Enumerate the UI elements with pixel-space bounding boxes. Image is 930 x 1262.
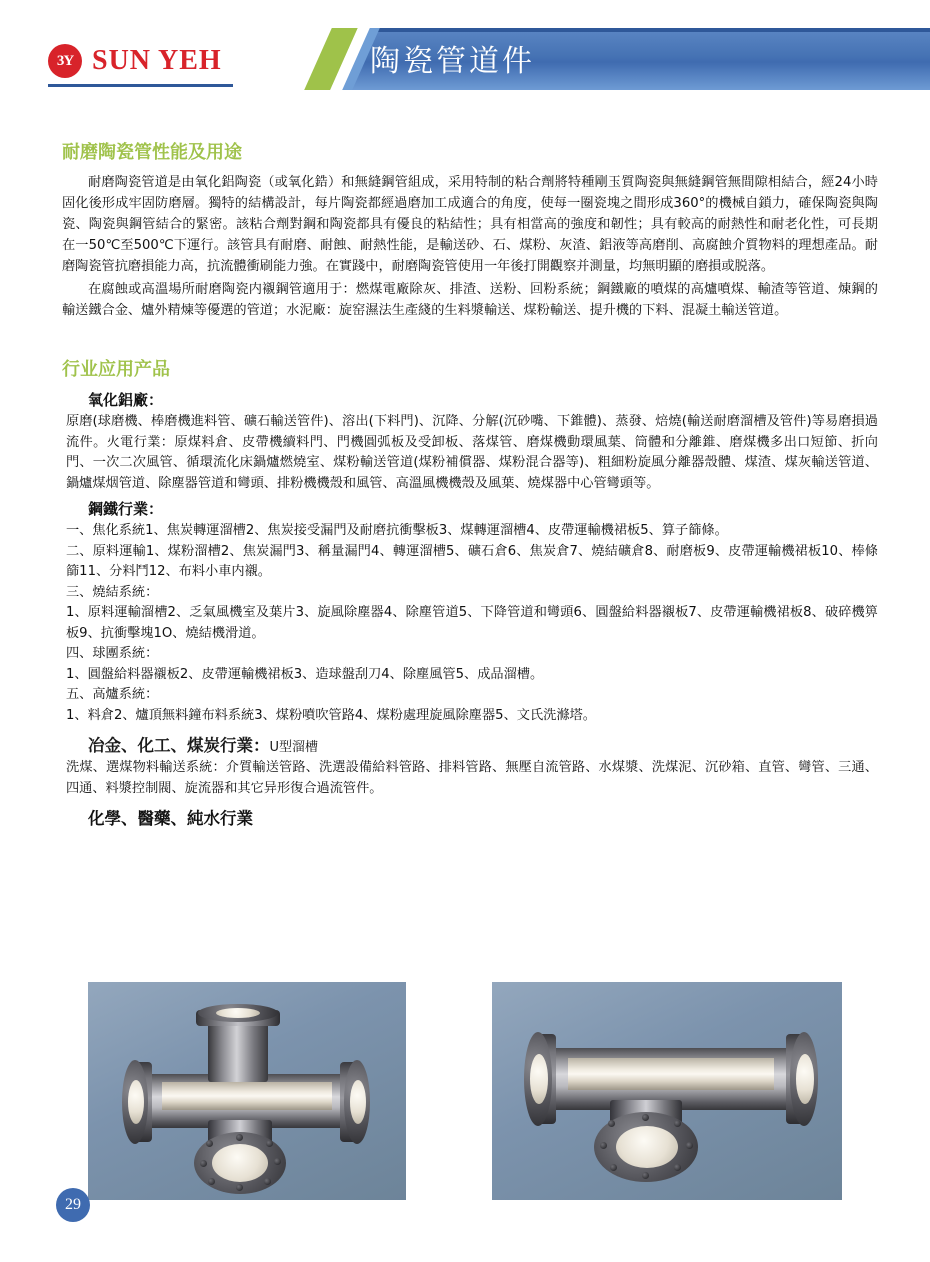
company-logo [48,44,222,78]
group-body-steel-2: 二、原料運輸1、煤粉溜槽2、焦炭漏門3、稱量漏門4、轉運溜槽5、礦石倉6、焦炭倉7、燒結礦倉8、耐磨板9、皮帶運輸機裙板10、棒條篩11、分料鬥12、布料小車内襯。 [66,543,878,579]
group-body-steel-6: 1、圓盤給料器襯板2、皮帶運輸機裙板3、造球盤刮刀4、除塵風管5、成品溜槽。 [66,666,544,682]
tee-left-flange-bore [530,1054,548,1104]
bolt-icon [600,1142,607,1149]
bolt-icon [610,1164,617,1171]
cross-top-flange-bore [216,1008,260,1018]
paragraph-performance-1: 耐磨陶瓷管道是由氧化鋁陶瓷（或氧化鋯）和無縫鋼管組成，采用特制的粘合劑將特種剛玉質陶瓷與無縫鋼管無間隙相結合，經24小時固化後形成牢固防磨層。獨特的結構設計，每片陶瓷都經過磨加工成適合的角度，使每一圈瓷塊之間形成360°的機械自鎖力，確保陶瓷與陶瓷、陶瓷與鋼管結合的緊密。該粘合劑對鋼和陶瓷都具有優良的粘結性；具有相當高的強度和韌性；具有較高的耐熱性和耐老化性，可長期在一50℃至500℃下運行。該管具有耐磨、耐蝕、耐熱性能，是輸送砂、石、煤粉、灰渣、鋁液等高磨削、高腐蝕介質物料的理想產品。耐磨陶瓷管抗磨損能力高，抗流體衝刷能力強。在實踐中，耐磨陶瓷管使用一年後打開觀察并測量，均無明顯的磨損或脱落。 [62,175,878,274]
group-body-steel-3: 三、燒結系統： [66,584,159,600]
group-body-steel-4: 1、原料運輸溜槽2、乏氣風機室及葉片3、旋風除塵器4、除塵管道5、下降管道和彎頭6、圓盤給料器襯板7、皮帶運輸機裙板8、破碎機箅板9、抗衝擊塊1O、燒結機滑道。 [66,605,878,641]
group-title-chemistry: 化學、醫藥、純水行業 [88,809,253,828]
bolt-icon [206,1140,213,1147]
figure-row [0,982,930,1212]
page-number-badge: 29 [56,1188,90,1222]
group-body-alumina: 原磨(球磨機、棒磨機進料管、礦石輸送管件)、溶出(下料門)、沉降、分解(沉砂嘴、下錐體)、蒸發、焙燒(輸送耐磨溜槽及管件)等易磨損過流件。火電行業：原煤料倉、皮帶機續料門、門機圓弧板及受卸板、落煤管、磨煤機動環風葉、筒體和分離錐、磨煤機多出口短節、折向門、一次二次風管、循環流化床鍋爐燃燒室、煤粉輸送管道(煤粉補償器、煤粉混合器等)、粗細粉旋風分離器殼體、煤渣、煤灰輸送管道、鍋爐煤烟管道、除塵器管道和彎頭、排粉機機殼和風管、高溫風機機殼及風葉、燒煤器中心管彎頭等。 [66,414,878,491]
bolt-icon [642,1114,649,1121]
logo-wordmark: SUN YEH [92,45,222,76]
bolt-icon [236,1134,243,1141]
group-body-steel-8: 1、料倉2、爐頂無料鐘布料系統3、煤粉噴吹管路4、煤粉處理旋風除塵器5、文氏洗滌塔。 [66,707,596,723]
bolt-icon [264,1178,271,1185]
bolt-icon [608,1120,615,1127]
tee-bottom-flange-bore [616,1126,678,1168]
bolt-icon [236,1184,243,1191]
cross-horizontal-liner [162,1082,332,1110]
bolt-icon [274,1158,281,1165]
cross-bottom-flange-bore [212,1144,268,1182]
group-body-metallurgy: 洗煤、選煤物料輸送系統：介質輸送管路、洗選設備給料管路、排料管路、無壓自流管路、水煤漿、洗煤泥、沉砂箱、直管、彎管、三通、四通、料漿控制閥、旋流器和其它异形復合過流管件。 [66,760,878,796]
group-title-steel: 鋼鐵行業： [88,500,164,518]
bolt-icon [674,1164,681,1171]
group-body-steel-7: 五、高爐系統： [66,687,159,702]
logo-underline [48,84,233,87]
bolt-icon [686,1142,693,1149]
group-body-steel-1: 一、焦化系統1、焦炭轉運溜槽2、焦炭接受漏門及耐磨抗衝擊板3、煤轉運溜槽4、皮帶運輸機裙板5、算子篩條。 [66,523,728,538]
cross-left-flange-bore [128,1080,144,1124]
section-heading-industry: 行业应用产品 [62,359,170,380]
group-title-metallurgy [88,732,930,756]
bolt-icon [266,1140,273,1147]
group-body-steel-5: 四、球團系統： [66,646,159,661]
section-heading-performance: 耐磨陶瓷管性能及用途 [62,142,242,163]
cross-right-flange-bore [350,1080,366,1124]
page-header [0,0,930,104]
bolt-icon [208,1178,215,1185]
page-title: 陶瓷管道件 [370,44,535,79]
ceramic-cross-pipe-photo [88,982,406,1200]
tee-horizontal-liner [568,1058,774,1090]
ceramic-tee-pipe-photo [492,982,842,1200]
cross-top-branch [208,1022,268,1082]
bolt-icon [642,1172,649,1179]
group-title-metallurgy-text: 冶金、化工、煤炭行業： [88,736,270,755]
tee-right-flange-bore [796,1054,814,1104]
group-title-metallurgy-tail: U型溜槽 [269,740,319,755]
page-content [0,104,930,831]
bolt-icon [674,1120,681,1127]
paragraph-performance-2: 在腐蝕或高溫場所耐磨陶瓷内襯鋼管適用于：燃煤電廠除灰、排渣、送粉、回粉系統；鋼鐵廠的噴煤的高爐噴煤、輸渣等管道、煉鋼的輸送鐵合金、爐外精煉等優選的管道；水泥廠：旋窑濕法生產綫的生料漿輸送、煤粉輸送、提升機的下料、混凝土輸送管道。 [62,282,878,318]
bolt-icon [200,1160,207,1167]
group-title-alumina: 氧化鋁廠： [88,391,164,409]
logo-mark-icon: 3Y [48,44,82,78]
